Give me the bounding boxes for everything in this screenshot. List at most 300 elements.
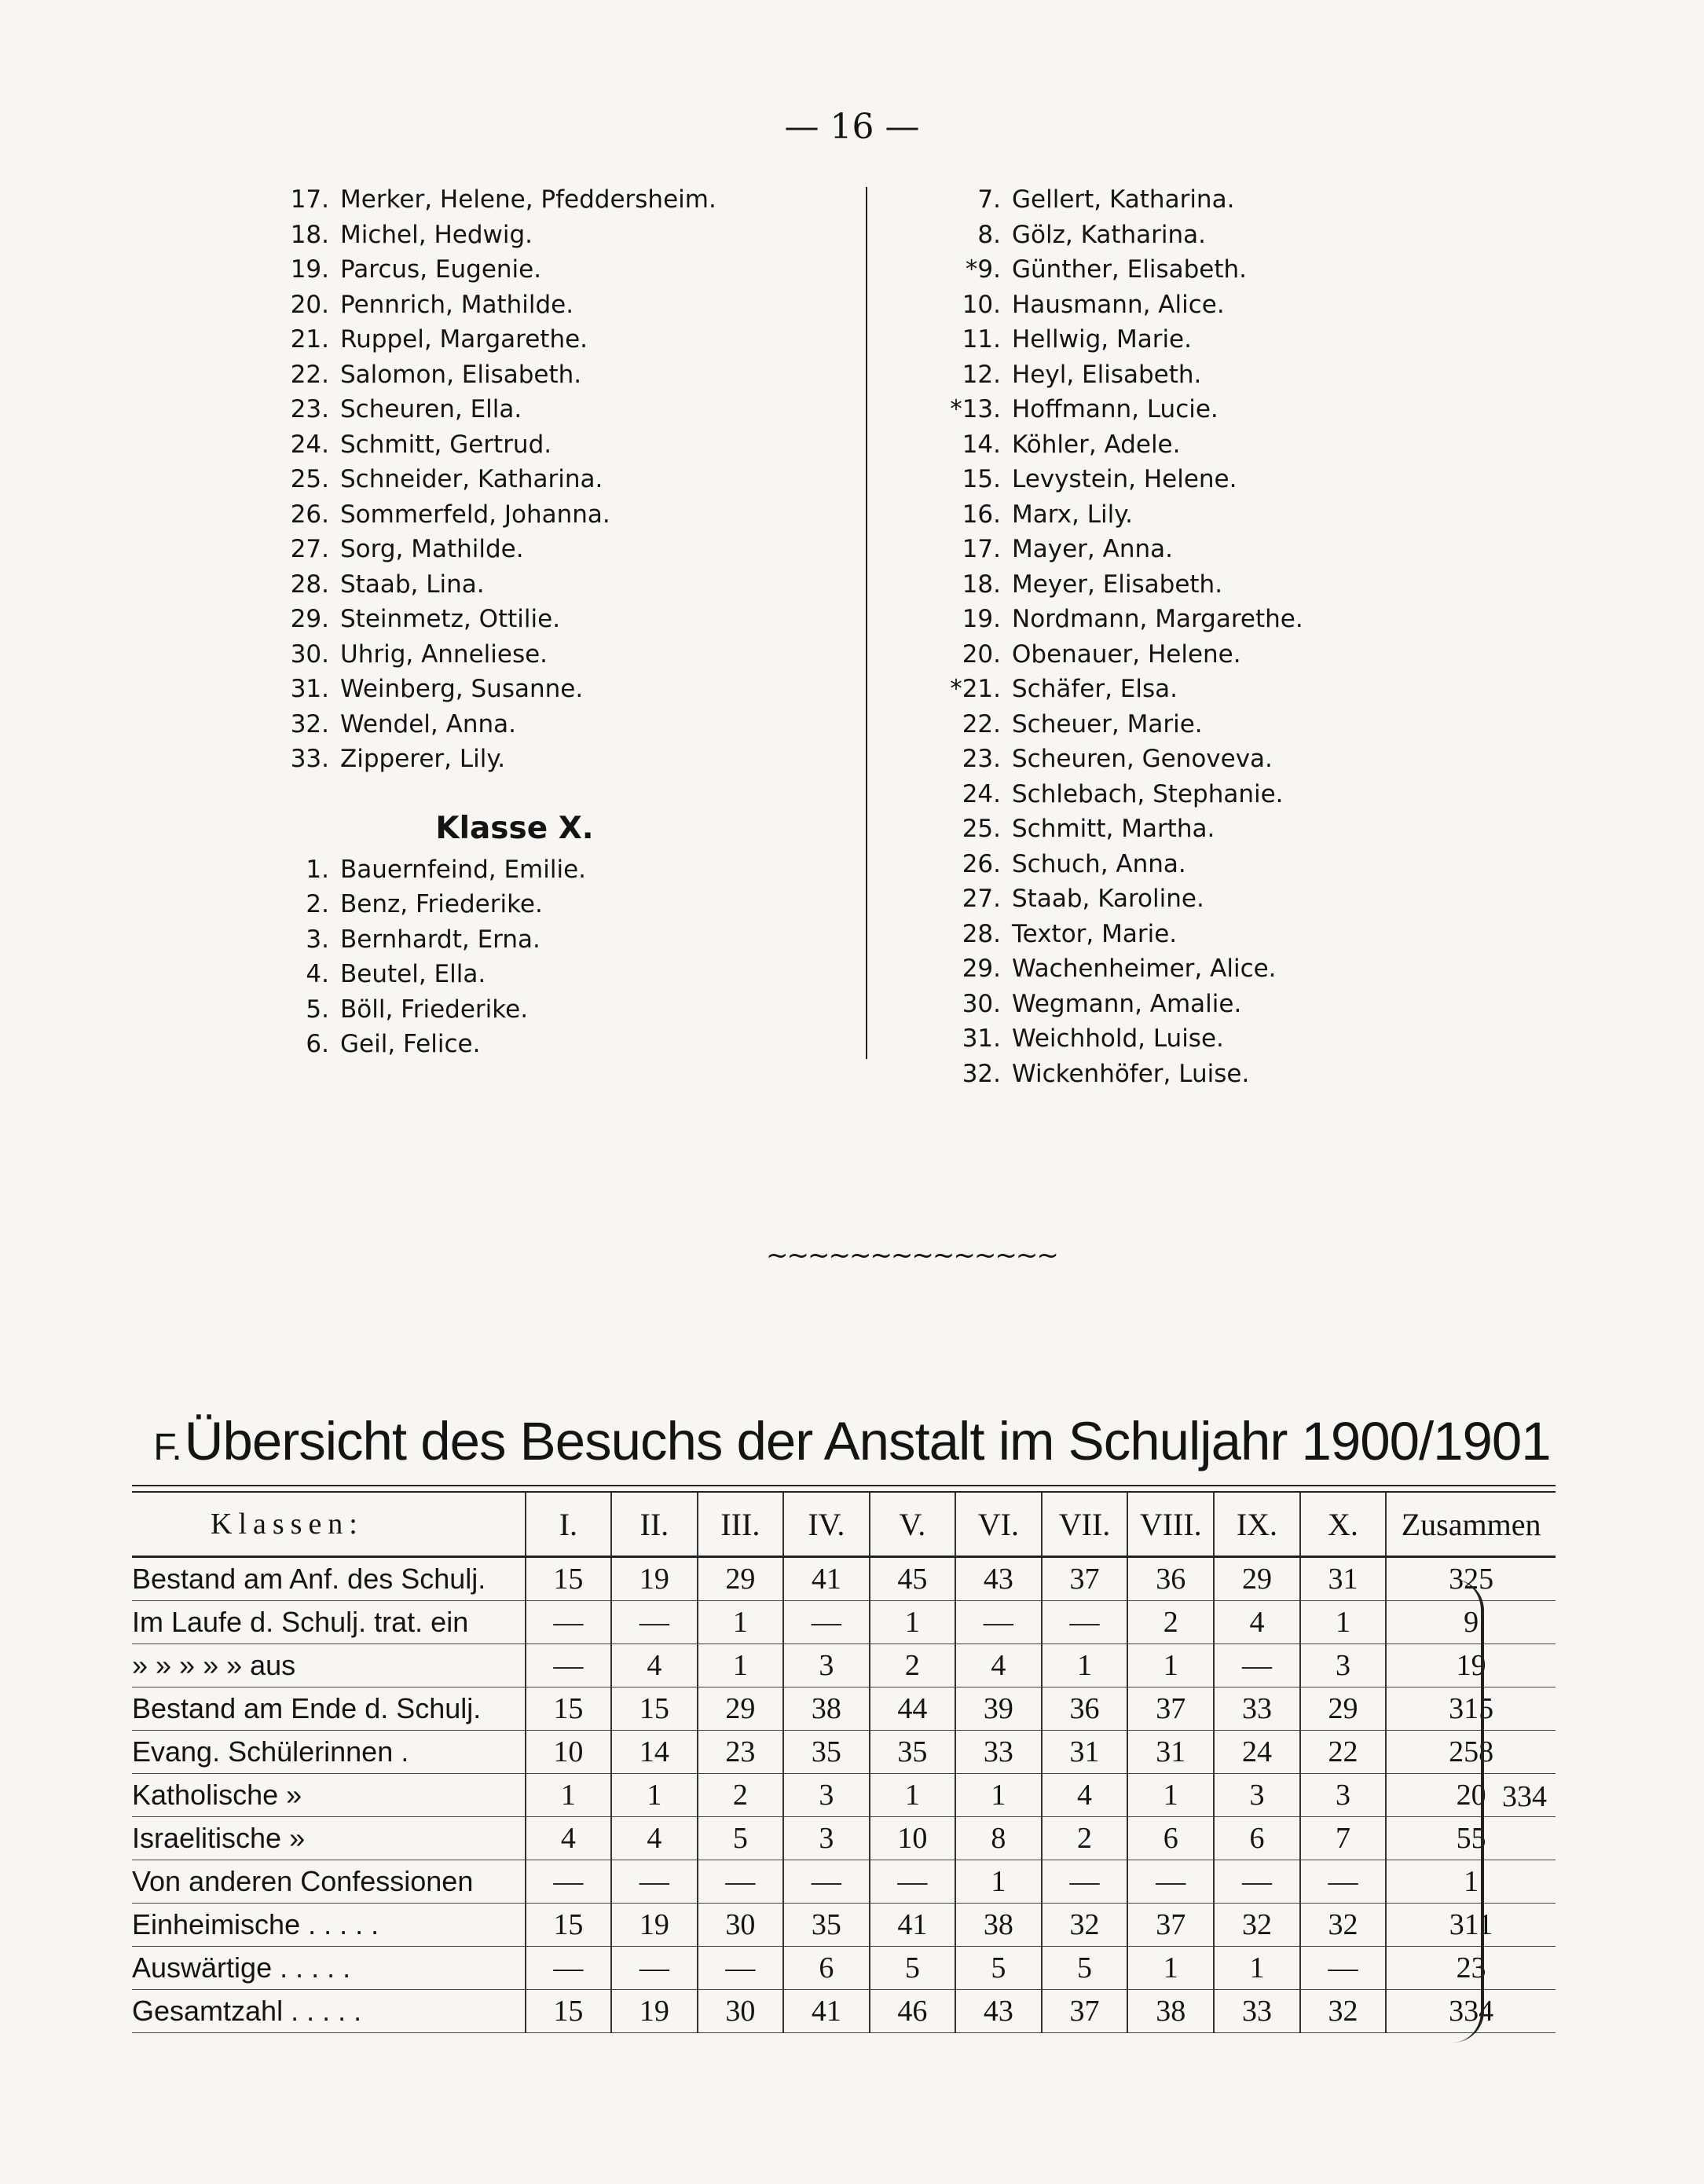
list-item-name: Wickenhöfer, Luise.: [1012, 1059, 1250, 1088]
table-cell: 1: [1300, 1601, 1386, 1644]
table-cell: 22: [1300, 1731, 1386, 1774]
table-cell: 30: [698, 1990, 784, 2033]
header-label: Klassen:: [211, 1508, 364, 1541]
table-row: [132, 1774, 1556, 1817]
list-item-name: Schmitt, Gertrud.: [340, 430, 552, 459]
table-cell: 32: [1214, 1904, 1300, 1947]
list-item-number: *13.: [950, 395, 1001, 424]
list-item-number: 6.: [306, 1030, 329, 1059]
table-cell: 1: [1127, 1947, 1214, 1990]
list-item-name: Scheuren, Genoveva.: [1012, 745, 1273, 774]
list-item: [943, 812, 1508, 847]
table-row: [132, 1990, 1556, 2033]
list-item-number: 31.: [962, 1024, 1001, 1054]
table-cell: 1: [1127, 1774, 1214, 1817]
table-cell: —: [1300, 1947, 1386, 1990]
list-item-name: Marx, Lily.: [1012, 500, 1133, 529]
table-cell: 37: [1042, 1990, 1128, 2033]
list-item-number: 18.: [962, 570, 1001, 599]
table-cell: 29: [698, 1687, 784, 1731]
row-label: Von anderen Confessionen: [132, 1860, 526, 1904]
table-cell: 1: [955, 1774, 1042, 1817]
table-cell: 4: [1042, 1774, 1128, 1817]
table-cell: 43: [955, 1990, 1042, 2033]
table-row: [132, 1817, 1556, 1860]
list-item-name: Schneider, Katharina.: [340, 465, 603, 494]
list-item: [943, 392, 1508, 427]
list-item-name: Böll, Friederike.: [340, 995, 529, 1024]
table-cell: 32: [1300, 1990, 1386, 2033]
table-cell: 6: [1214, 1817, 1300, 1860]
table-cell: 36: [1042, 1687, 1128, 1731]
list-item: [943, 742, 1508, 777]
list-item-name: Scheuer, Marie.: [1012, 709, 1203, 738]
list-item-number: 16.: [962, 500, 1001, 529]
left-column: [279, 182, 829, 1062]
list-item-number: 29.: [290, 605, 329, 634]
list-item: [943, 847, 1508, 882]
table-cell: 8: [955, 1817, 1042, 1860]
table-cell: 37: [1127, 1904, 1214, 1947]
separator-ornament: ~~~~~~~~~~~~~~: [766, 1240, 1057, 1271]
list-item: [943, 288, 1508, 323]
list-item: [943, 218, 1508, 253]
table-cell: —: [526, 1947, 611, 1990]
table-cell: 35: [783, 1904, 870, 1947]
table-cell: 32: [1042, 1904, 1128, 1947]
list-item-number: 3.: [306, 925, 329, 954]
column-header: X.: [1300, 1493, 1386, 1557]
list-item-name: Salomon, Elisabeth.: [340, 360, 582, 389]
row-label: Evang. Schülerinnen .: [132, 1731, 526, 1774]
list-item: [943, 777, 1508, 812]
list-item: [943, 1021, 1508, 1057]
table-cell: 19: [611, 1990, 697, 2033]
list-item-number: 2.: [306, 890, 329, 919]
list-item-number: 25.: [290, 465, 329, 494]
table-cell: 43: [955, 1557, 1042, 1601]
list-item-name: Sorg, Mathilde.: [340, 535, 524, 564]
table-cell: —: [611, 1601, 697, 1644]
list-item-number: 17.: [290, 185, 329, 214]
list-item: [279, 288, 829, 323]
list-item-number: 21.: [290, 325, 329, 354]
table-cell: 35: [783, 1731, 870, 1774]
table-cell: 39: [955, 1687, 1042, 1731]
list-item-number: 11.: [962, 325, 1001, 354]
list-item: [279, 357, 829, 393]
table-cell: 41: [783, 1990, 870, 2033]
list-item-name: Zipperer, Lily.: [340, 745, 506, 774]
table-cell: —: [1042, 1860, 1128, 1904]
list-item-name: Staab, Karoline.: [1012, 885, 1204, 914]
table-cell: —: [1042, 1601, 1128, 1644]
table-cell: 3: [1214, 1774, 1300, 1817]
table-cell: 1: [698, 1644, 784, 1687]
list-item-number: 26.: [290, 500, 329, 529]
right-brace: [1449, 1579, 1484, 2043]
list-item: [943, 987, 1508, 1022]
list-item-name: Sommerfeld, Johanna.: [340, 500, 610, 529]
table-cell: 4: [611, 1644, 697, 1687]
table-row: [132, 1731, 1556, 1774]
table-cell: 4: [526, 1817, 611, 1860]
table-cell: 5: [1042, 1947, 1128, 1990]
table-row: [132, 1904, 1556, 1947]
table-cell: 5: [698, 1817, 784, 1860]
row-label: Bestand am Anf. des Schulj.: [132, 1557, 526, 1601]
list-item-name: Ruppel, Margarethe.: [340, 325, 588, 354]
table-cell: 1: [1042, 1644, 1128, 1687]
list-item: [943, 881, 1508, 917]
list-item-number: 31.: [290, 675, 329, 704]
table-cell: 41: [783, 1557, 870, 1601]
row-label: Bestand am Ende d. Schulj.: [132, 1687, 526, 1731]
row-label: » » » » » aus: [132, 1644, 526, 1687]
list-item-name: Schlebach, Stephanie.: [1012, 779, 1284, 808]
list-item-name: Mayer, Anna.: [1012, 535, 1173, 564]
table-cell: 1: [870, 1601, 955, 1644]
list-item: [943, 637, 1508, 672]
list-item-number: 20.: [962, 639, 1001, 669]
table-cell: 4: [611, 1817, 697, 1860]
table-cell: 33: [1214, 1687, 1300, 1731]
list-item-name: Schmitt, Martha.: [1012, 815, 1215, 844]
table-cell: —: [1214, 1860, 1300, 1904]
table-cell: 2: [870, 1644, 955, 1687]
column-header: VII.: [1042, 1493, 1128, 1557]
table-cell: 38: [1127, 1990, 1214, 2033]
table-cell: 2: [1127, 1601, 1214, 1644]
table-cell: 15: [526, 1687, 611, 1731]
list-item: [943, 462, 1508, 497]
list-item: [943, 1057, 1508, 1092]
table-cell: 29: [698, 1557, 784, 1601]
list-item: [279, 742, 829, 777]
table-cell: 2: [698, 1774, 784, 1817]
table-cell: —: [698, 1860, 784, 1904]
table-cell: 46: [870, 1990, 955, 2033]
list-item-number: 12.: [962, 360, 1001, 389]
table-cell: 1: [526, 1774, 611, 1817]
list-item: [279, 992, 829, 1028]
table-cell: —: [611, 1947, 697, 1990]
list-item: [943, 672, 1508, 707]
table-cell: 6: [1127, 1817, 1214, 1860]
list-item-number: *9.: [965, 255, 1001, 284]
list-item: [943, 951, 1508, 987]
row-label: Einheimische . . . . .: [132, 1904, 526, 1947]
table-cell: 15: [526, 1990, 611, 2033]
list-item: [279, 497, 829, 533]
list-item-name: Weinberg, Susanne.: [340, 675, 584, 704]
table-row: [132, 1644, 1556, 1687]
table-cell: 31: [1127, 1731, 1214, 1774]
list-item-number: 18.: [290, 220, 329, 249]
table-cell: 4: [1214, 1601, 1300, 1644]
table-top-rule: [132, 1485, 1556, 1486]
row-total: 325: [1386, 1557, 1556, 1601]
list-item: [943, 917, 1508, 952]
list-item: [279, 852, 829, 888]
table-cell: 15: [611, 1687, 697, 1731]
table-cell: 3: [783, 1774, 870, 1817]
table-cell: 10: [870, 1817, 955, 1860]
table-cell: —: [783, 1601, 870, 1644]
table-cell: 31: [1300, 1557, 1386, 1601]
list-item-number: 33.: [290, 745, 329, 774]
row-total: 55: [1386, 1817, 1556, 1860]
list-item-name: Obenauer, Helene.: [1012, 639, 1241, 669]
list-item-name: Textor, Marie.: [1012, 919, 1178, 948]
list-item-name: Wendel, Anna.: [340, 709, 516, 738]
list-item: [279, 462, 829, 497]
table-cell: 1: [611, 1774, 697, 1817]
list-item-name: Uhrig, Anneliese.: [340, 639, 548, 669]
list-item-name: Schäfer, Elsa.: [1012, 675, 1178, 704]
row-label: Katholische »: [132, 1774, 526, 1817]
list-item-name: Benz, Friederike.: [340, 890, 543, 919]
table-cell: 29: [1300, 1687, 1386, 1731]
table-cell: 37: [1042, 1557, 1128, 1601]
list-item-number: *21.: [950, 675, 1001, 704]
table-cell: 2: [1042, 1817, 1128, 1860]
list-item-name: Hoffmann, Lucie.: [1012, 395, 1218, 424]
list-item: [943, 357, 1508, 393]
table-cell: —: [783, 1860, 870, 1904]
list-item-number: 27.: [962, 885, 1001, 914]
total-column-header: Zusammen: [1386, 1493, 1556, 1557]
list-item-name: Meyer, Elisabeth.: [1012, 570, 1223, 599]
table-cell: 1: [955, 1860, 1042, 1904]
list-item-name: Wegmann, Amalie.: [1012, 989, 1242, 1018]
column-header: I.: [526, 1493, 611, 1557]
list-item: [279, 707, 829, 742]
list-item-number: 5.: [306, 995, 329, 1024]
list-item-name: Schuch, Anna.: [1012, 849, 1186, 878]
table-cell: —: [955, 1601, 1042, 1644]
table-cell: 32: [1300, 1904, 1386, 1947]
section-letter: F.: [153, 1427, 181, 1468]
list-item: [279, 922, 829, 958]
list-item: [943, 532, 1508, 567]
table-cell: 3: [783, 1817, 870, 1860]
list-item: [943, 602, 1508, 637]
table-cell: 41: [870, 1904, 955, 1947]
list-item-name: Geil, Felice.: [340, 1030, 481, 1059]
list-item: [279, 602, 829, 637]
column-divider: [866, 187, 867, 1059]
list-item-number: 8.: [977, 220, 1001, 249]
list-item: [279, 887, 829, 922]
list-item-name: Scheuren, Ella.: [340, 395, 522, 424]
list-item-number: 15.: [962, 465, 1001, 494]
table-cell: 3: [1300, 1644, 1386, 1687]
column-header: VI.: [955, 1493, 1042, 1557]
row-total: 9: [1386, 1601, 1556, 1644]
table-cell: 24: [1214, 1731, 1300, 1774]
list-item: [279, 637, 829, 672]
list-item-number: 25.: [962, 815, 1001, 844]
row-total: 334: [1386, 1990, 1556, 2033]
table-cell: 44: [870, 1687, 955, 1731]
list-item-number: 28.: [290, 570, 329, 599]
table-cell: 4: [955, 1644, 1042, 1687]
list-item-number: 7.: [977, 185, 1001, 214]
list-item-name: Günther, Elisabeth.: [1012, 255, 1248, 284]
table-cell: 15: [526, 1904, 611, 1947]
table-header-row: [132, 1493, 1556, 1557]
list-item-name: Beutel, Ella.: [340, 960, 486, 989]
column-header: V.: [870, 1493, 955, 1557]
brace-total: 334: [1502, 1780, 1547, 1813]
table-cell: —: [526, 1860, 611, 1904]
list-item-number: 22.: [290, 360, 329, 389]
list-item-name: Pennrich, Mathilde.: [340, 290, 574, 319]
column-header: IX.: [1214, 1493, 1300, 1557]
row-total: 315: [1386, 1687, 1556, 1731]
list-item-number: 19.: [290, 255, 329, 284]
list-item-name: Merker, Helene, Pfeddersheim.: [340, 185, 716, 214]
table-cell: 6: [783, 1947, 870, 1990]
list-item-number: 29.: [962, 955, 1001, 984]
table-cell: 7: [1300, 1817, 1386, 1860]
list-item-name: Weichhold, Luise.: [1012, 1024, 1224, 1054]
list-item: [279, 392, 829, 427]
row-total: 1: [1386, 1860, 1556, 1904]
list-item-number: 17.: [962, 535, 1001, 564]
table-cell: —: [1300, 1860, 1386, 1904]
table-cell: 1: [1214, 1947, 1300, 1990]
table-cell: 1: [1127, 1644, 1214, 1687]
list-item-number: 4.: [306, 960, 329, 989]
list-item: [943, 182, 1508, 218]
list-item-name: Levystein, Helene.: [1012, 465, 1237, 494]
list-item: [279, 532, 829, 567]
list-item-number: 23.: [290, 395, 329, 424]
row-total: 19: [1386, 1644, 1556, 1687]
list-item-name: Gellert, Katharina.: [1012, 185, 1235, 214]
list-item-name: Wachenheimer, Alice.: [1012, 955, 1277, 984]
list-item-number: 14.: [962, 430, 1001, 459]
table-row: [132, 1947, 1556, 1990]
page-number: — 16 —: [784, 107, 920, 147]
list-item-number: 30.: [962, 989, 1001, 1018]
table-cell: 5: [955, 1947, 1042, 1990]
row-label: Im Laufe d. Schulj. trat. ein: [132, 1601, 526, 1644]
table-cell: 37: [1127, 1687, 1214, 1731]
table-cell: 19: [611, 1904, 697, 1947]
list-item-name: Michel, Hedwig.: [340, 220, 533, 249]
list-item-number: 24.: [962, 779, 1001, 808]
column-header: IV.: [783, 1493, 870, 1557]
table-cell: 38: [783, 1687, 870, 1731]
table-cell: —: [1214, 1644, 1300, 1687]
table-cell: 33: [1214, 1990, 1300, 2033]
list-item: [279, 322, 829, 357]
list-item: [279, 567, 829, 603]
list-item-name: Bernhardt, Erna.: [340, 925, 541, 954]
list-item-name: Köhler, Adele.: [1012, 430, 1181, 459]
list-item-number: 28.: [962, 919, 1001, 948]
table-cell: 1: [870, 1774, 955, 1817]
list-item-number: 10.: [962, 290, 1001, 319]
list-item-name: Steinmetz, Ottilie.: [340, 605, 561, 634]
section-heading: Übersicht des Besuchs der Anstalt im Schuljahr 1900/1901: [184, 1411, 1551, 1471]
list-item-number: 20.: [290, 290, 329, 319]
table-cell: 30: [698, 1904, 784, 1947]
table-cell: —: [526, 1644, 611, 1687]
list-item-number: 1.: [306, 855, 329, 884]
klasse-heading: Klasse X.: [435, 810, 594, 846]
list-item: [943, 707, 1508, 742]
table-row: [132, 1557, 1556, 1601]
list-item: [279, 672, 829, 707]
list-item-number: 32.: [962, 1059, 1001, 1088]
table-cell: 31: [1042, 1731, 1128, 1774]
list-item-name: Bauernfeind, Emilie.: [340, 855, 587, 884]
list-item: [279, 427, 829, 463]
table-cell: 29: [1214, 1557, 1300, 1601]
column-header: III.: [698, 1493, 784, 1557]
table-cell: 45: [870, 1557, 955, 1601]
table-cell: 23: [698, 1731, 784, 1774]
table-cell: 19: [611, 1557, 697, 1601]
list-item: [943, 567, 1508, 603]
list-item-number: 30.: [290, 639, 329, 669]
list-item: [279, 1027, 829, 1062]
table-cell: —: [870, 1860, 955, 1904]
list-item-number: 19.: [962, 605, 1001, 634]
table-row: [132, 1687, 1556, 1731]
table-cell: 38: [955, 1904, 1042, 1947]
table-cell: —: [1127, 1860, 1214, 1904]
table-row: [132, 1860, 1556, 1904]
table-cell: —: [611, 1860, 697, 1904]
list-item-number: 32.: [290, 709, 329, 738]
table-cell: 36: [1127, 1557, 1214, 1601]
table-cell: —: [526, 1601, 611, 1644]
table-cell: 33: [955, 1731, 1042, 1774]
list-item-name: Gölz, Katharina.: [1012, 220, 1207, 249]
list-item: [943, 427, 1508, 463]
table-cell: 10: [526, 1731, 611, 1774]
list-item-number: 27.: [290, 535, 329, 564]
table-cell: 14: [611, 1731, 697, 1774]
row-total: 311: [1386, 1904, 1556, 1947]
list-item-name: Hausmann, Alice.: [1012, 290, 1225, 319]
row-label: Auswärtige . . . . .: [132, 1947, 526, 1990]
table-cell: —: [698, 1947, 784, 1990]
row-label: Israelitische »: [132, 1817, 526, 1860]
list-item: [279, 957, 829, 992]
list-item-name: Staab, Lina.: [340, 570, 485, 599]
list-item: [279, 252, 829, 288]
table-cell: 3: [783, 1644, 870, 1687]
column-header: VIII.: [1127, 1493, 1214, 1557]
list-item-number: 26.: [962, 849, 1001, 878]
section-title: [0, 1410, 1704, 1472]
table-cell: 1: [698, 1601, 784, 1644]
row-label: Gesamtzahl . . . . .: [132, 1990, 526, 2033]
row-total: 258: [1386, 1731, 1556, 1774]
list-item: [279, 182, 829, 218]
list-item: [279, 218, 829, 253]
table-cell: 35: [870, 1731, 955, 1774]
list-item-number: 22.: [962, 709, 1001, 738]
list-item-number: 24.: [290, 430, 329, 459]
list-item: [943, 322, 1508, 357]
